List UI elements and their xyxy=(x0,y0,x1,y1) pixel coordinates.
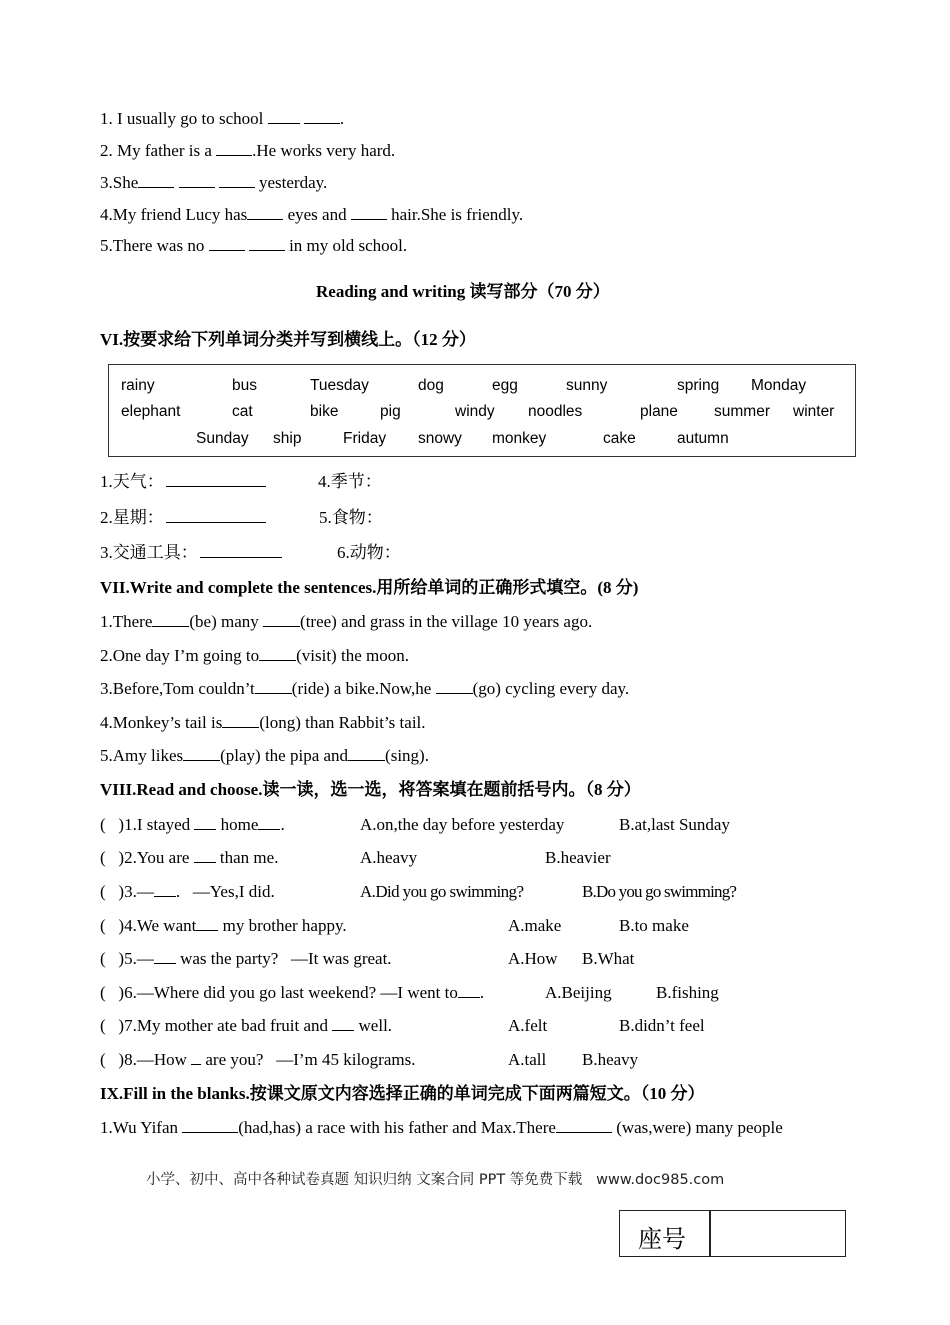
answer-blank[interactable] xyxy=(304,109,340,124)
choice-4-option-a: A.make xyxy=(508,916,562,935)
answer-blank[interactable] xyxy=(196,916,218,931)
word: snowy xyxy=(418,430,462,447)
word: monkey xyxy=(492,430,547,447)
choice-5-option-a: A.How xyxy=(508,949,558,968)
seat-number-field[interactable] xyxy=(711,1211,845,1256)
fill-item-2: 2. My father is a .He works very hard. xyxy=(100,141,396,160)
passage-line-1: 1.Wu Yifan (had,has) a race with his father and Max.There (was,were) many people xyxy=(100,1118,783,1137)
answer-paren[interactable]: ( ) xyxy=(100,1050,125,1069)
answer-paren[interactable]: ( ) xyxy=(100,1016,125,1035)
answer-blank[interactable] xyxy=(263,612,300,627)
choice-6-option-b: B.fishing xyxy=(656,983,719,1002)
answer-blank[interactable] xyxy=(152,612,189,627)
choice-item-8: ( )8.—How are you? —I’m 45 kilograms. xyxy=(100,1050,416,1069)
choice-4-option-b: B.to make xyxy=(619,916,689,935)
answer-blank[interactable] xyxy=(216,141,252,156)
answer-blank[interactable] xyxy=(183,746,220,761)
word: cake xyxy=(603,430,636,447)
choice-item-2: ( )2.You are than me. xyxy=(100,848,279,867)
word: dog xyxy=(418,377,444,394)
category-weekday: 2.星期： xyxy=(100,508,266,528)
answer-blank[interactable] xyxy=(138,173,174,188)
answer-blank[interactable] xyxy=(191,1050,201,1065)
answer-blank[interactable] xyxy=(179,173,215,188)
answer-blank[interactable] xyxy=(166,508,266,523)
sentence-item-4: 4.Monkey’s tail is (long) than Rabbit’s tail. xyxy=(100,713,426,732)
word: spring xyxy=(677,377,720,394)
answer-blank[interactable] xyxy=(268,109,300,124)
word: autumn xyxy=(677,430,729,447)
answer-blank[interactable] xyxy=(222,713,259,728)
category-weather: 1.天气： xyxy=(100,472,266,492)
answer-paren[interactable]: ( ) xyxy=(100,882,125,901)
choice-item-4: ( )4.We want my brother happy. xyxy=(100,916,347,935)
word: egg xyxy=(492,377,518,394)
word: pig xyxy=(380,403,401,420)
answer-blank[interactable] xyxy=(247,205,283,220)
category-transport: 3.交通工具： xyxy=(100,543,282,563)
choice-8-option-a: A.tall xyxy=(508,1050,547,1069)
sentence-item-1: 1.There (be) many (tree) and grass in the village 10 years ago. xyxy=(100,612,593,631)
answer-blank[interactable] xyxy=(166,472,266,487)
word: summer xyxy=(714,403,770,420)
answer-blank[interactable] xyxy=(182,1118,238,1133)
choice-item-7: ( )7.My mother ate bad fruit and well. xyxy=(100,1016,393,1035)
answer-blank[interactable] xyxy=(249,236,285,251)
word: Tuesday xyxy=(310,377,369,394)
word: Monday xyxy=(751,377,807,394)
word: plane xyxy=(640,403,678,420)
footer-text: 小学、初中、高中各种试卷真题 知识归纳 文案合同 PPT 等免费下载 www.doc985.com xyxy=(146,1172,725,1188)
choice-3-option-a: A.Did you go swimming? xyxy=(360,882,524,901)
answer-blank[interactable] xyxy=(436,679,473,694)
seat-label: 座号 xyxy=(638,1225,686,1253)
choice-5-option-b: B.What xyxy=(582,949,635,968)
word: Sunday xyxy=(196,430,249,447)
answer-blank[interactable] xyxy=(219,173,255,188)
section8-heading: VIII.Read and choose.读一读，选一选，将答案填在题前括号内。（8 分） xyxy=(100,780,641,799)
word: cat xyxy=(232,403,253,420)
answer-blank[interactable] xyxy=(154,949,176,964)
word: elephant xyxy=(121,403,181,420)
category-food: 5.食物： xyxy=(319,508,383,527)
answer-blank[interactable] xyxy=(200,543,282,558)
seat-number-box xyxy=(619,1210,846,1257)
word: ship xyxy=(273,430,302,447)
answer-blank[interactable] xyxy=(255,679,292,694)
fill-item-3: 3.She yesterday. xyxy=(100,173,328,192)
sentence-item-3: 3.Before,Tom couldn’t (ride) a bike.Now,he (go) cycling every day. xyxy=(100,679,630,698)
category-animal: 6.动物： xyxy=(337,543,401,562)
word: Friday xyxy=(343,430,387,447)
answer-blank[interactable] xyxy=(258,815,280,830)
word: sunny xyxy=(566,377,608,394)
choice-item-5: ( )5.— was the party? —It was great. xyxy=(100,949,392,968)
choice-item-1: ( )1.I stayed home . xyxy=(100,815,285,834)
choice-7-option-b: B.didn’t feel xyxy=(619,1016,705,1035)
choice-2-option-a: A.heavy xyxy=(360,848,418,867)
answer-paren[interactable]: ( ) xyxy=(100,848,125,867)
category-season: 4.季节： xyxy=(318,472,382,491)
word: windy xyxy=(455,403,495,420)
fill-item-1: 1. I usually go to school . xyxy=(100,109,345,128)
answer-paren[interactable]: ( ) xyxy=(100,983,125,1002)
sentence-item-2: 2.One day I’m going to (visit) the moon. xyxy=(100,646,409,665)
choice-item-3: ( )3.— . —Yes,I did. xyxy=(100,882,275,901)
choice-6-option-a: A.Beijing xyxy=(545,983,612,1002)
answer-blank[interactable] xyxy=(458,983,480,998)
fill-item-4: 4.My friend Lucy has eyes and hair.She is friendly. xyxy=(100,205,524,224)
answer-blank[interactable] xyxy=(332,1016,354,1031)
word: rainy xyxy=(121,377,155,394)
word: winter xyxy=(793,403,835,420)
answer-blank[interactable] xyxy=(154,882,176,897)
answer-blank[interactable] xyxy=(209,236,245,251)
section9-heading: IX.Fill in the blanks.按课文原文内容选择正确的单词完成下面两篇短文。（10 分） xyxy=(100,1084,705,1103)
choice-7-option-a: A.felt xyxy=(508,1016,548,1035)
section-title: Reading and writing 读写部分（70 分） xyxy=(316,282,610,301)
answer-blank[interactable] xyxy=(351,205,387,220)
section7-heading: VII.Write and complete the sentences.用所给单词的正确形式填空。(8 分) xyxy=(100,578,639,597)
word: bike xyxy=(310,403,339,420)
section6-heading: VI.按要求给下列单词分类并写到横线上。（12 分） xyxy=(100,330,476,349)
answer-blank[interactable] xyxy=(194,848,216,863)
choice-3-option-b: B.Do you go swimming? xyxy=(582,882,737,901)
choice-2-option-b: B.heavier xyxy=(545,848,611,867)
sentence-item-5: 5.Amy likes (play) the pipa and (sing). xyxy=(100,746,429,765)
fill-item-5: 5.There was no in my old school. xyxy=(100,236,408,255)
word: noodles xyxy=(528,403,583,420)
choice-item-6: ( )6.—Where did you go last weekend? —I went to . xyxy=(100,983,485,1002)
answer-blank[interactable] xyxy=(556,1118,612,1133)
answer-blank[interactable] xyxy=(259,646,296,661)
answer-blank[interactable] xyxy=(348,746,385,761)
answer-blank[interactable] xyxy=(194,815,216,830)
choice-1-option-a: A.on,the day before yesterday xyxy=(360,815,565,834)
choice-1-option-b: B.at,last Sunday xyxy=(619,815,730,834)
word: bus xyxy=(232,377,257,394)
answer-paren[interactable]: ( ) xyxy=(100,815,125,834)
choice-8-option-b: B.heavy xyxy=(582,1050,639,1069)
answer-paren[interactable]: ( ) xyxy=(100,916,125,935)
answer-paren[interactable]: ( ) xyxy=(100,949,125,968)
